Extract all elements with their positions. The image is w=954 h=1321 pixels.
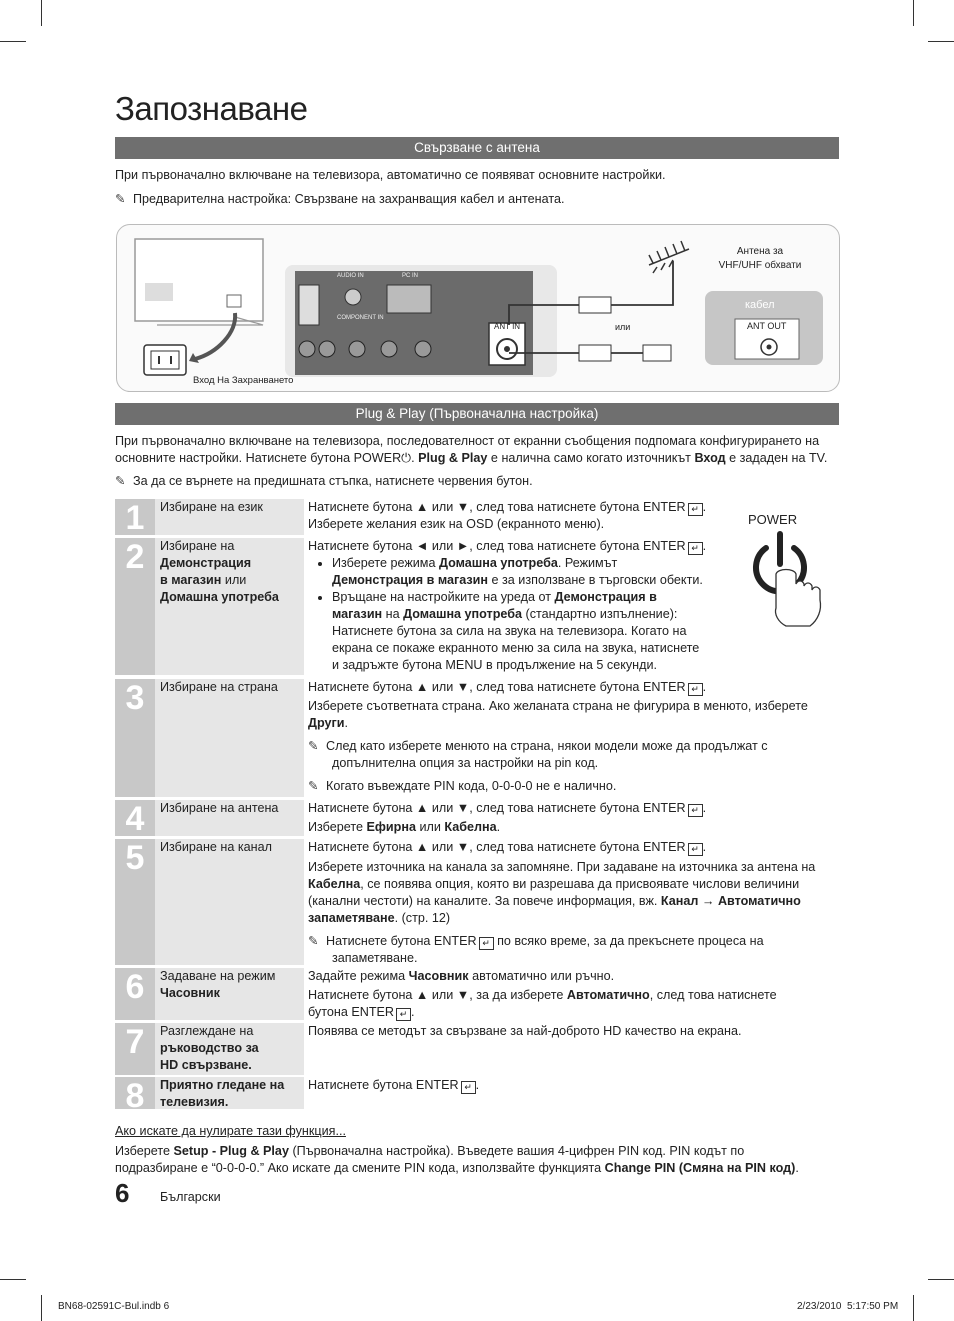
step-label: Избиране на език	[155, 499, 304, 535]
or-label: или	[615, 322, 631, 332]
ant-in-label: ANT IN	[494, 322, 521, 331]
step-number: 6	[115, 968, 155, 1020]
step-row	[115, 1023, 839, 1075]
page-title: Запознаване	[115, 90, 308, 127]
footer-date: 2/23/2010	[797, 1301, 842, 1312]
crop-mark	[928, 41, 954, 42]
step-number: 8	[115, 1077, 155, 1109]
note-icon: ✎	[115, 192, 126, 206]
page-number: 6	[115, 1178, 130, 1208]
enter-icon: ↵	[688, 843, 703, 856]
crop-mark	[0, 41, 26, 42]
list-item: • Изберете режима Домашна употреба. Режимът Демонстрация в магазин е за използване в търговски обекти.	[332, 555, 839, 589]
note: ✎ За да се върнете на предишната стъпка, натиснете червения бутон.	[115, 474, 533, 488]
step-description: Натиснете бутона ▲ или ▼, след това натиснете бутона ENTER ↵ . Изберете източника на канала за запомняне. При задаване на източника за антена на Кабелна, се появява опция, която ви разрешава да присвоявате числови величини (канални честоти) на каналите. За повече информация, вж. Канал → Автоматично запаметяване. (стр. 12) ✎ Натиснете бутона ENTER ↵ по всяко време, за да прекъснете процеса на запаметяване.	[308, 840, 816, 965]
step-row	[115, 839, 839, 965]
step-label: Избиране на страна	[155, 679, 304, 797]
crop-mark	[913, 0, 914, 26]
antenna-icon	[649, 241, 689, 273]
note-icon: ✎	[308, 779, 319, 793]
note: ✎ Предварителна настройка: Свързване на захранващия кабел и антената.	[115, 192, 565, 206]
enter-icon: ↵	[396, 1008, 411, 1021]
step-description: Натиснете бутона ENTER ↵ .	[308, 1078, 480, 1092]
cable-label: кабел	[745, 299, 775, 311]
crop-mark	[41, 0, 42, 26]
step-description: Появява се методът за свързване за най-доброто HD качество на екрана.	[308, 1024, 742, 1038]
step-number: 7	[115, 1023, 155, 1075]
step-label: Приятно гледане на телевизия.	[155, 1077, 304, 1109]
list-item: • Връщане на настройките на уреда от Демонстрация в магазин на Домашна употреба (стандартно изпълнение): Натиснете бутона за сила на звука на телевизора. Когато на екрана се покаже екранното меню за сила на звука, натиснете и задръжте бутона MENU в продължение на 5 секунди.	[332, 589, 839, 674]
crop-mark	[913, 1295, 914, 1321]
step-label: Избиране на Демонстрация в магазин или Домашна употреба	[155, 538, 304, 675]
pc-in-label: PC IN	[402, 273, 419, 279]
power-plug-icon	[144, 345, 186, 375]
step-label: Избиране на канал	[155, 839, 304, 965]
enter-icon: ↵	[688, 503, 703, 516]
enter-icon: ↵	[688, 542, 703, 555]
reset-text: Изберете Setup - Plug & Play (Първоначална настройка). Въведете вашия 4-цифрен PIN код. PIN кодът по подразбиране е “0-0-0-0.” Ако искате да смените PIN кода, използвайте функцията Change PIN (Смяна на PIN код).	[115, 1144, 799, 1175]
section-intro: При първоначално включване на телевизора, последователност от екранни съобщения подпомага конфигурирането на основните настройки. Натиснете бутона POWER⏻. Plug & Play е налична само когато източникът Вход е зададен на TV.	[115, 434, 828, 465]
section-header-antenna: Свързване с антена	[115, 137, 839, 159]
step-row	[115, 1077, 839, 1115]
audio-in-label: AUDIO IN	[337, 273, 364, 279]
crop-mark	[0, 1279, 26, 1280]
section-header-plug-play: Plug & Play (Първоначална настройка)	[115, 403, 839, 425]
crop-mark	[41, 1295, 42, 1321]
footer-file: BN68-02591C-Bul.indb 6	[58, 1301, 170, 1312]
step-description: Натиснете бутона ▲ или ▼, след това натиснете бутона ENTER ↵ . Изберете желания език на OSD (екранното меню).	[308, 500, 707, 531]
step-description: Натиснете бутона ◄ или ►, след това натиснете бутона ENTER ↵ . • Изберете режима Домашна употреба. Режимът Демонстрация в магазин е за използване в търговски обекти. • Връщане на настройките на уреда от Демонстрация в магазин на Домашна употреба (стандартно изпълнение): Натиснете бутона за сила на звука на телевизора. Когато на екрана се покаже екранното меню за сила на звука, натиснете и задръжте бутона MENU в продължение на 5 секунди.	[308, 538, 839, 674]
section-intro: При първоначално включване на телевизора, автоматично се появяват основните настройки.	[115, 168, 666, 182]
step-number: 4	[115, 800, 155, 836]
footer-time: 5:17:50 PM	[847, 1301, 899, 1312]
reset-heading: Ако искате да нулирате тази функция...	[115, 1124, 346, 1138]
step-description: Натиснете бутона ▲ или ▼, след това натиснете бутона ENTER ↵ . Изберете Ефирна или Кабелна.	[308, 801, 707, 834]
power-input-label: Вход На Захранването	[193, 375, 294, 386]
enter-icon: ↵	[461, 1081, 476, 1094]
step-number: 1	[115, 499, 155, 535]
enter-icon: ↵	[479, 937, 494, 950]
enter-icon: ↵	[688, 683, 703, 696]
step-description: Натиснете бутона ▲ или ▼, след това натиснете бутона ENTER ↵ . Изберете съответната страна. Ако желаната страна не фигурира в менюто, изберете Други. ✎ След като изберете менюто на страна, някои модели може да продължат с допълнителна опция за настройки на pin код. ✎ Когато въвеждате PIN кода, 0-0-0-0 не е налично.	[308, 680, 808, 793]
tv-power-port	[227, 295, 241, 307]
language-label: Български	[160, 1190, 221, 1204]
ant-out-label: ANT OUT	[747, 321, 787, 331]
step-description: Задайте режима Часовник автоматично или ръчно. Натиснете бутона ▲ или ▼, за да изберете Автоматично, след това натиснете бутона ENTER ↵ .	[308, 969, 777, 1019]
enter-icon: ↵	[688, 804, 703, 817]
step-number: 2	[115, 538, 155, 675]
note-icon: ✎	[115, 474, 126, 488]
note-icon: ✎	[308, 934, 319, 948]
antenna-connection-diagram	[116, 224, 840, 392]
crop-mark	[928, 1279, 954, 1280]
step-number: 5	[115, 839, 155, 965]
step-row	[115, 968, 839, 1020]
power-button-label: POWER	[748, 512, 798, 527]
step-label: Избиране на антена	[155, 800, 304, 836]
tv-panel	[145, 283, 173, 301]
tv-outline	[135, 239, 263, 321]
coax-connector	[643, 345, 671, 361]
coax-connector	[579, 297, 611, 313]
antenna-label: Антена за VHF/UHF обхвати	[718, 246, 802, 271]
component-in-label: COMPONENT IN	[337, 315, 384, 321]
step-label: Задаване на режим Часовник	[155, 968, 304, 1020]
step-row	[115, 679, 839, 797]
step-label: Разглеждане на ръководство за HD свързване.	[155, 1023, 304, 1075]
step-row	[115, 800, 839, 836]
coax-connector	[579, 345, 611, 361]
step-row	[115, 538, 839, 675]
note-icon: ✎	[308, 739, 319, 753]
power-icon: ⏻	[401, 451, 412, 465]
step-number: 3	[115, 679, 155, 797]
step-row	[115, 499, 839, 535]
